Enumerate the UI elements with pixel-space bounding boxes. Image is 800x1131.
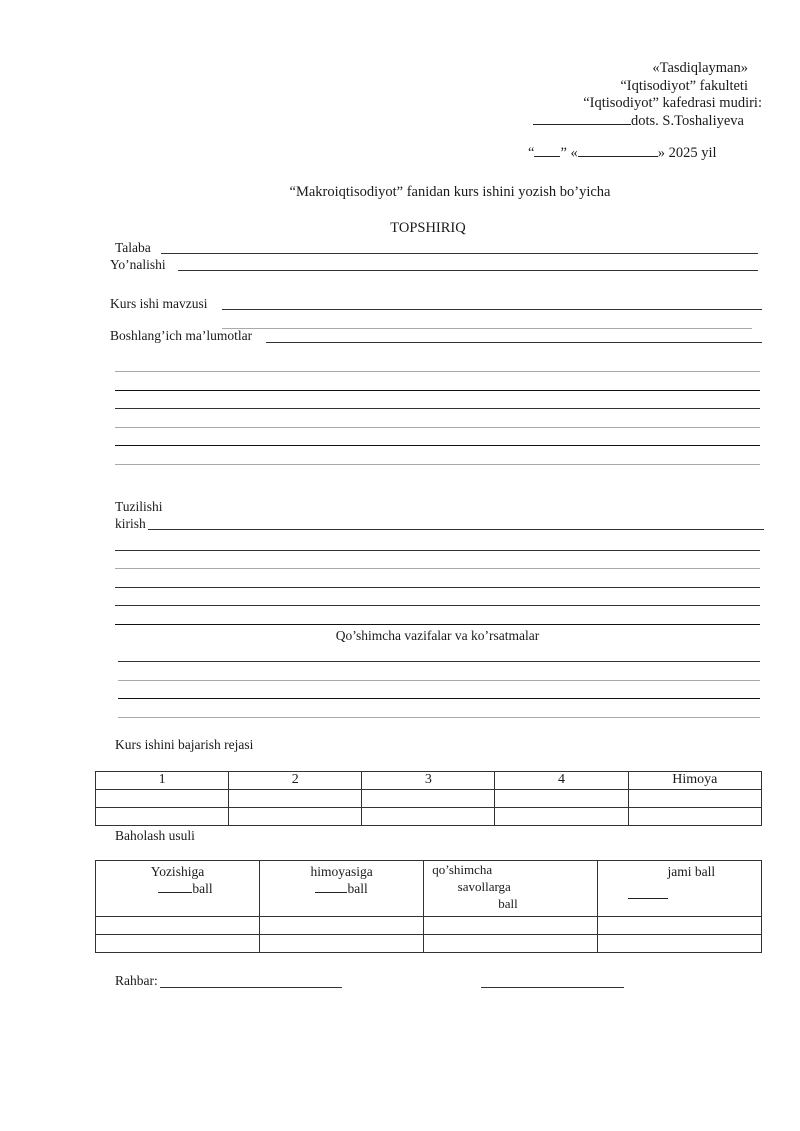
grading-writing-title: Yozishiga	[150, 864, 205, 879]
plan-header-4: 4	[495, 772, 628, 790]
writing-score-blank[interactable]	[158, 880, 192, 893]
plan-cell[interactable]	[362, 790, 495, 808]
plan-header-1: 1	[96, 772, 229, 790]
table-row	[96, 808, 762, 826]
structure-line-2[interactable]	[115, 550, 760, 551]
date-month-blank	[578, 144, 658, 157]
grading-cell[interactable]	[260, 935, 424, 953]
table-row	[96, 935, 762, 953]
total-score-blank[interactable]	[628, 886, 668, 899]
approval-line3: “Iqtisodiyot” kafedrasi mudiri:	[583, 95, 762, 111]
plan-table-header-row	[96, 772, 762, 790]
grading-total-blank-wrap	[598, 886, 761, 903]
grading-cell[interactable]	[424, 935, 597, 953]
initial-data-line-5[interactable]	[115, 427, 760, 428]
supervisor-label: Rahbar:	[115, 973, 158, 988]
extra-tasks-line-3[interactable]	[118, 698, 760, 699]
document-title: TOPSHIRIQ	[390, 220, 466, 236]
grading-col-total	[597, 861, 761, 917]
grading-total-title: jami ball	[667, 864, 716, 879]
extra-tasks-line-4[interactable]	[118, 717, 760, 718]
grading-label: Baholash usuli	[115, 828, 195, 843]
extra-tasks-label: Qo’shimcha vazifalar va ko’rsatmalar	[335, 628, 540, 643]
date-day-blank	[534, 144, 560, 157]
direction-line[interactable]	[178, 270, 758, 271]
grading-table	[95, 860, 762, 953]
student-label: Talaba	[115, 240, 151, 255]
table-row	[96, 790, 762, 808]
grading-defense-unit: ball	[347, 881, 368, 896]
approval-signer: dots. S.Toshaliyeva	[631, 113, 744, 129]
signature-blank	[533, 112, 631, 125]
table-row	[96, 917, 762, 935]
initial-data-line[interactable]	[266, 342, 762, 343]
grading-extra-line3: ball	[498, 896, 518, 911]
intro-line[interactable]	[148, 529, 764, 530]
plan-header-2: 2	[229, 772, 362, 790]
initial-data-line-2[interactable]	[115, 371, 760, 372]
initial-data-line-4[interactable]	[115, 408, 760, 409]
date-open-quote: “	[528, 145, 535, 161]
grading-col-writing	[96, 861, 260, 917]
plan-header-defense: Himoya	[628, 772, 761, 790]
plan-cell[interactable]	[362, 808, 495, 826]
structure-line-6[interactable]	[115, 624, 760, 625]
plan-cell[interactable]	[495, 790, 628, 808]
topic-line-2[interactable]	[222, 328, 752, 329]
grading-cell[interactable]	[597, 917, 761, 935]
grading-writing-unit-wrap	[96, 880, 259, 897]
structure-label: Tuzilishi	[115, 499, 163, 514]
approval-line1: «Tasdiqlayman»	[652, 60, 748, 76]
grading-writing-unit: ball	[192, 881, 213, 896]
plan-cell[interactable]	[229, 790, 362, 808]
plan-cell[interactable]	[229, 808, 362, 826]
supervisor-signature-line[interactable]	[160, 987, 342, 988]
approval-date	[528, 144, 717, 162]
defense-score-blank[interactable]	[315, 880, 347, 893]
extra-tasks-line-2[interactable]	[118, 680, 760, 681]
extra-tasks-line-1[interactable]	[118, 661, 760, 662]
document-subtitle: “Makroiqtisodiyot” fanidan kurs ishini yozish bo’yicha	[289, 184, 611, 200]
date-close-quote: ”	[560, 145, 567, 161]
approval-line2: “Iqtisodiyot” fakulteti	[620, 78, 748, 94]
plan-header-3: 3	[362, 772, 495, 790]
approval-signature	[533, 112, 744, 130]
plan-cell[interactable]	[628, 808, 761, 826]
structure-line-5[interactable]	[115, 605, 760, 606]
initial-data-line-6[interactable]	[115, 445, 760, 446]
supervisor-name-line[interactable]	[481, 987, 624, 988]
initial-data-line-7[interactable]	[115, 464, 760, 465]
grading-cell[interactable]	[597, 935, 761, 953]
structure-line-3[interactable]	[115, 568, 760, 569]
grading-defense-title: himoyasiga	[310, 864, 373, 879]
initial-data-line-3[interactable]	[115, 390, 760, 391]
structure-line-4[interactable]	[115, 587, 760, 588]
grading-table-header-row	[96, 861, 762, 917]
direction-label: Yo’nalishi	[110, 257, 166, 272]
initial-data-label: Boshlang’ich ma’lumotlar	[110, 328, 253, 343]
plan-cell[interactable]	[96, 790, 229, 808]
grading-extra-line2: savollarga	[457, 879, 511, 894]
date-guillemet: «	[570, 145, 578, 161]
student-line[interactable]	[161, 253, 758, 254]
plan-table	[95, 771, 762, 826]
intro-label: kirish	[115, 516, 146, 531]
plan-cell[interactable]	[96, 808, 229, 826]
grading-cell[interactable]	[424, 917, 597, 935]
topic-label: Kurs ishi mavzusi	[110, 296, 208, 311]
plan-cell[interactable]	[628, 790, 761, 808]
grading-cell[interactable]	[96, 917, 260, 935]
grading-extra-line1: qo’shimcha	[432, 862, 493, 877]
grading-cell[interactable]	[96, 935, 260, 953]
topic-line[interactable]	[222, 309, 762, 310]
grading-col-extra	[424, 861, 597, 917]
plan-cell[interactable]	[495, 808, 628, 826]
plan-label: Kurs ishini bajarish rejasi	[115, 737, 254, 752]
grading-cell[interactable]	[260, 917, 424, 935]
date-year: » 2025 yil	[657, 145, 717, 161]
